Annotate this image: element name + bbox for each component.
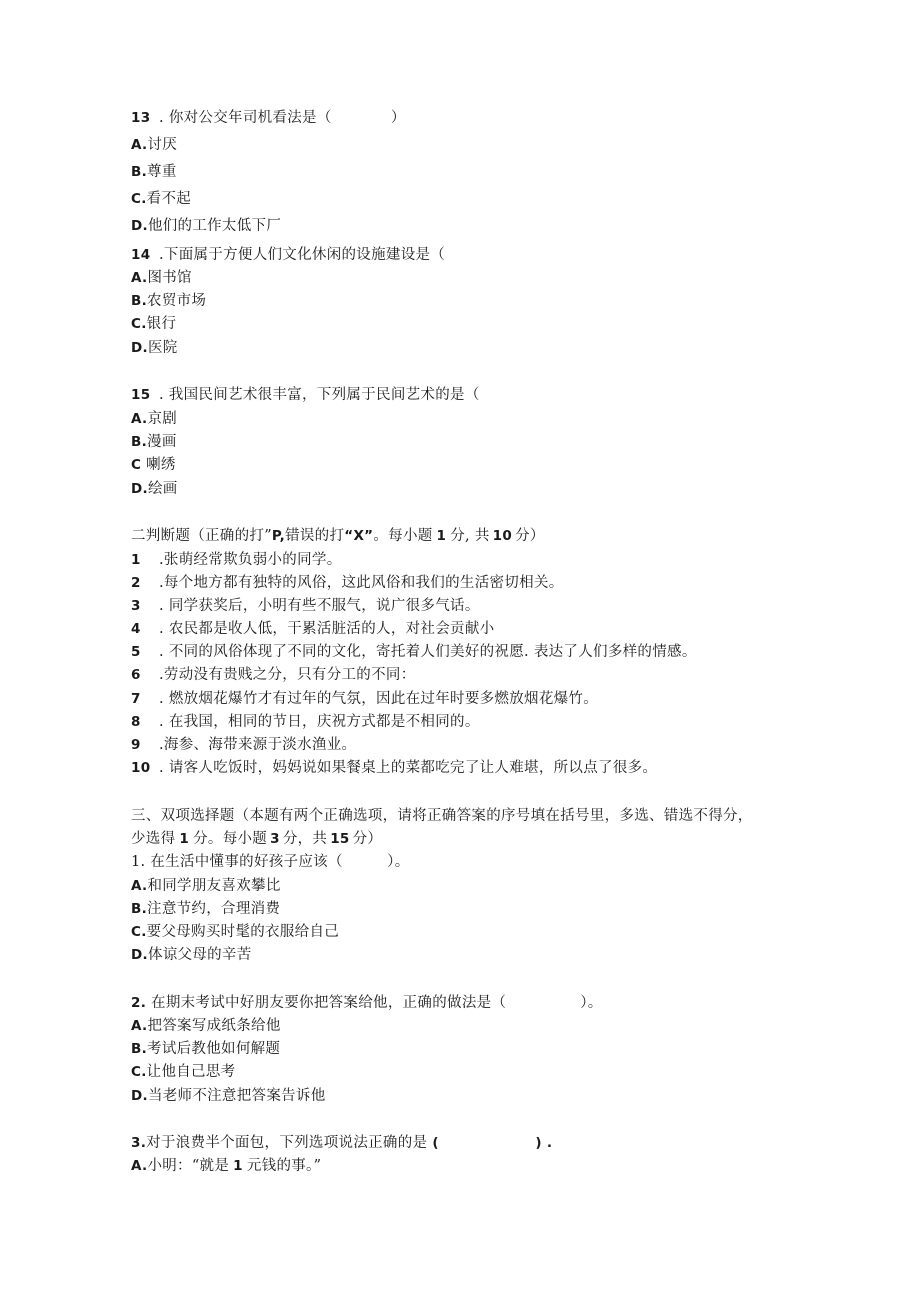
mc-question-3: 3.对于浪费半个面包，下列选项说法正确的是 ( ) . <box>131 1135 553 1151</box>
judgement-item: 7 . 燃放烟花爆竹才有过年的气氛，因此在过年时要多燃放烟花爆竹。 <box>131 691 599 707</box>
judgement-item: 8 . 在我国，相同的节日，庆祝方式都是不相同的。 <box>131 714 480 730</box>
judgement-item: 1 .张萌经常欺负弱小的同学。 <box>131 552 342 568</box>
option-c: C.要父母购买时髦的衣服给自己 <box>131 924 340 940</box>
question-text: . 你对公交年司机看法是（ ） <box>159 110 406 126</box>
option-c: C.让他自己思考 <box>131 1064 236 1080</box>
option-a: A.和同学朋友喜欢攀比 <box>131 878 281 894</box>
option-b: B.尊重 <box>131 164 177 180</box>
option-a: A.小明：“就是 1 元钱的事。” <box>131 1158 322 1174</box>
option-c: C 喇绣 <box>131 457 176 473</box>
option-b: B.漫画 <box>131 434 177 450</box>
option-b: B.农贸市场 <box>131 293 207 309</box>
section-3-heading-line-2: 少选得 1 分。每小题 3 分，共 15 分） <box>131 831 383 847</box>
question-number: 15 <box>131 387 151 403</box>
judgement-item: 6 .劳动没有贵贱之分，只有分工的不同： <box>131 667 416 683</box>
judgement-item: 4 . 农民都是收人低，干累活脏活的人，对社会贡献小 <box>131 621 495 637</box>
option-a: A.讨厌 <box>131 137 178 153</box>
judgement-item: 3 . 同学获奖后，小明有些不服气，说广很多气话。 <box>131 598 480 614</box>
mc-question-2: 2. 在期末考试中好朋友要你把答案给他，正确的做法是（ ）。 <box>131 995 603 1011</box>
question-text: . 我国民间艺术很丰富，下列属于民间艺术的是（ <box>159 387 480 403</box>
option-c: C.看不起 <box>131 191 192 207</box>
question-15 <box>131 385 480 405</box>
question-text: .下面属于方便人们文化休闲的设施建设是（ <box>159 247 446 263</box>
section-2-heading: 二判断题（正确的打”P,错误的打“X”。每小题 1 分, 共 10 分） <box>131 528 545 544</box>
judgement-item: 5 . 不同的风俗体现了不同的文化，寄托着人们美好的祝愿. 表达了人们多样的情感。 <box>131 644 697 660</box>
question-number: 14 <box>131 247 151 263</box>
section-3-heading-line-1: 三、双项选择题（本题有两个正确选项，请将正确答案的序号填在括号里，多选、错选不得分， <box>131 808 753 824</box>
option-a: A.图书馆 <box>131 270 192 286</box>
option-b: B.考试后教他如何解题 <box>131 1041 281 1057</box>
option-a: A.京剧 <box>131 411 178 427</box>
option-d: D.医院 <box>131 340 178 356</box>
question-number: 13 <box>131 110 151 126</box>
judgement-item: 9 .海参、海带来源于淡水渔业。 <box>131 737 357 753</box>
question-14 <box>131 245 445 265</box>
mc-question-1: 1. 在生活中懂事的好孩子应该（ ）。 <box>131 854 410 870</box>
option-b: B.注意节约，合理消费 <box>131 901 281 917</box>
judgement-item: 10 . 请客人吃饭时，妈妈说如果餐桌上的菜都吃完了让人难堪，所以点了很多。 <box>131 760 658 776</box>
option-d: D.他们的工作太低下厂 <box>131 218 282 234</box>
option-c: C.银行 <box>131 316 177 332</box>
option-d: D.绘画 <box>131 481 178 497</box>
judgement-item: 2 .每个地方都有独特的风俗，这此风俗和我们的生活密切相关。 <box>131 575 564 591</box>
option-a: A.把答案写成纸条给他 <box>131 1018 281 1034</box>
question-13 <box>131 108 406 128</box>
option-d: D.体谅父母的辛苦 <box>131 947 252 963</box>
option-d: D.当老师不注意把答案告诉他 <box>131 1088 326 1104</box>
